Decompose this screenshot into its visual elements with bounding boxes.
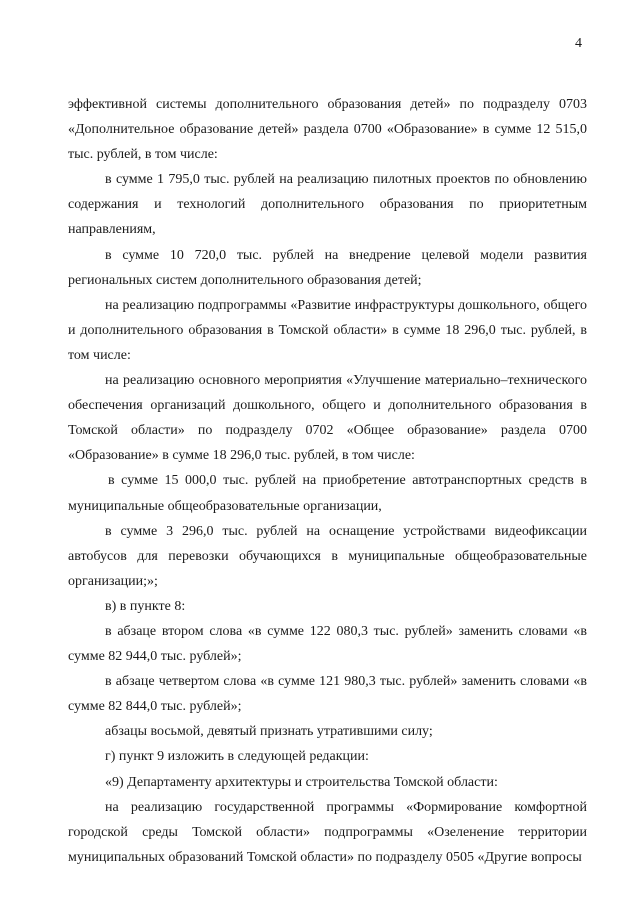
- paragraph-11: абзацы восьмой, девятый признать утратившими силу;: [105, 724, 433, 740]
- page-number: 4: [575, 36, 582, 51]
- paragraph-7: в сумме 3 296,0 тыс. рублей на оснащение устройствами видеофиксации автобусов для перевозки обучающихся в муниципальные общеобразовательные организации;»;: [68, 523, 587, 589]
- paragraph-9: в абзаце втором слова «в сумме 122 080,3 тыс. рублей» заменить словами «в сумме 82 944,0 тыс. рублей»;: [68, 623, 587, 665]
- paragraph-14: на реализацию государственной программы «Формирование комфортной городской среды Томской области» подпрограммы «Озеленение территории муниципальных образований Томской области» по подразделу 0505 «Другие вопросы: [68, 799, 587, 865]
- paragraph-12: г) пункт 9 изложить в следующей редакции:: [105, 749, 369, 765]
- paragraph-1: эффективной системы дополнительного образования детей» по подразделу 0703 «Дополнительное образование детей» раздела 0700 «Образование» в сумме 12 515,0 тыс. рублей, в том числе:: [68, 97, 587, 163]
- paragraph-4: на реализацию подпрограммы «Развитие инфраструктуры дошкольного, общего и дополнительного образования в Томской области» в сумме 18 296,0 тыс. рублей, в том числе:: [68, 297, 587, 363]
- paragraph-13: «9) Департаменту архитектуры и строительства Томской области:: [105, 774, 498, 790]
- paragraph-2: в сумме 1 795,0 тыс. рублей на реализацию пилотных проектов по обновлению содержания и технологий дополнительного образования по приоритетным направлениям,: [68, 172, 587, 238]
- paragraph-6: в сумме 15 000,0 тыс. рублей на приобретение автотранспортных средств в муниципальные общеобразовательные организации,: [68, 473, 587, 514]
- paragraph-5: на реализацию основного мероприятия «Улучшение материально–технического обеспечения организаций дошкольного, общего и дополнительного образования в Томской области» по подразделу 0702 «Общее образование» раздела 0700 «Образование» в сумме 18 296,0 тыс. рублей, в том числе:: [68, 373, 587, 464]
- paragraph-10: в абзаце четвертом слова «в сумме 121 980,3 тыс. рублей» заменить словами «в сумме 82 844,0 тыс. рублей»;: [68, 674, 587, 715]
- paragraph-3: в сумме 10 720,0 тыс. рублей на внедрение целевой модели развития региональных систем дополнительного образования детей;: [68, 247, 587, 288]
- document-body: [68, 92, 587, 870]
- paragraph-8: в) в пункте 8:: [105, 598, 186, 614]
